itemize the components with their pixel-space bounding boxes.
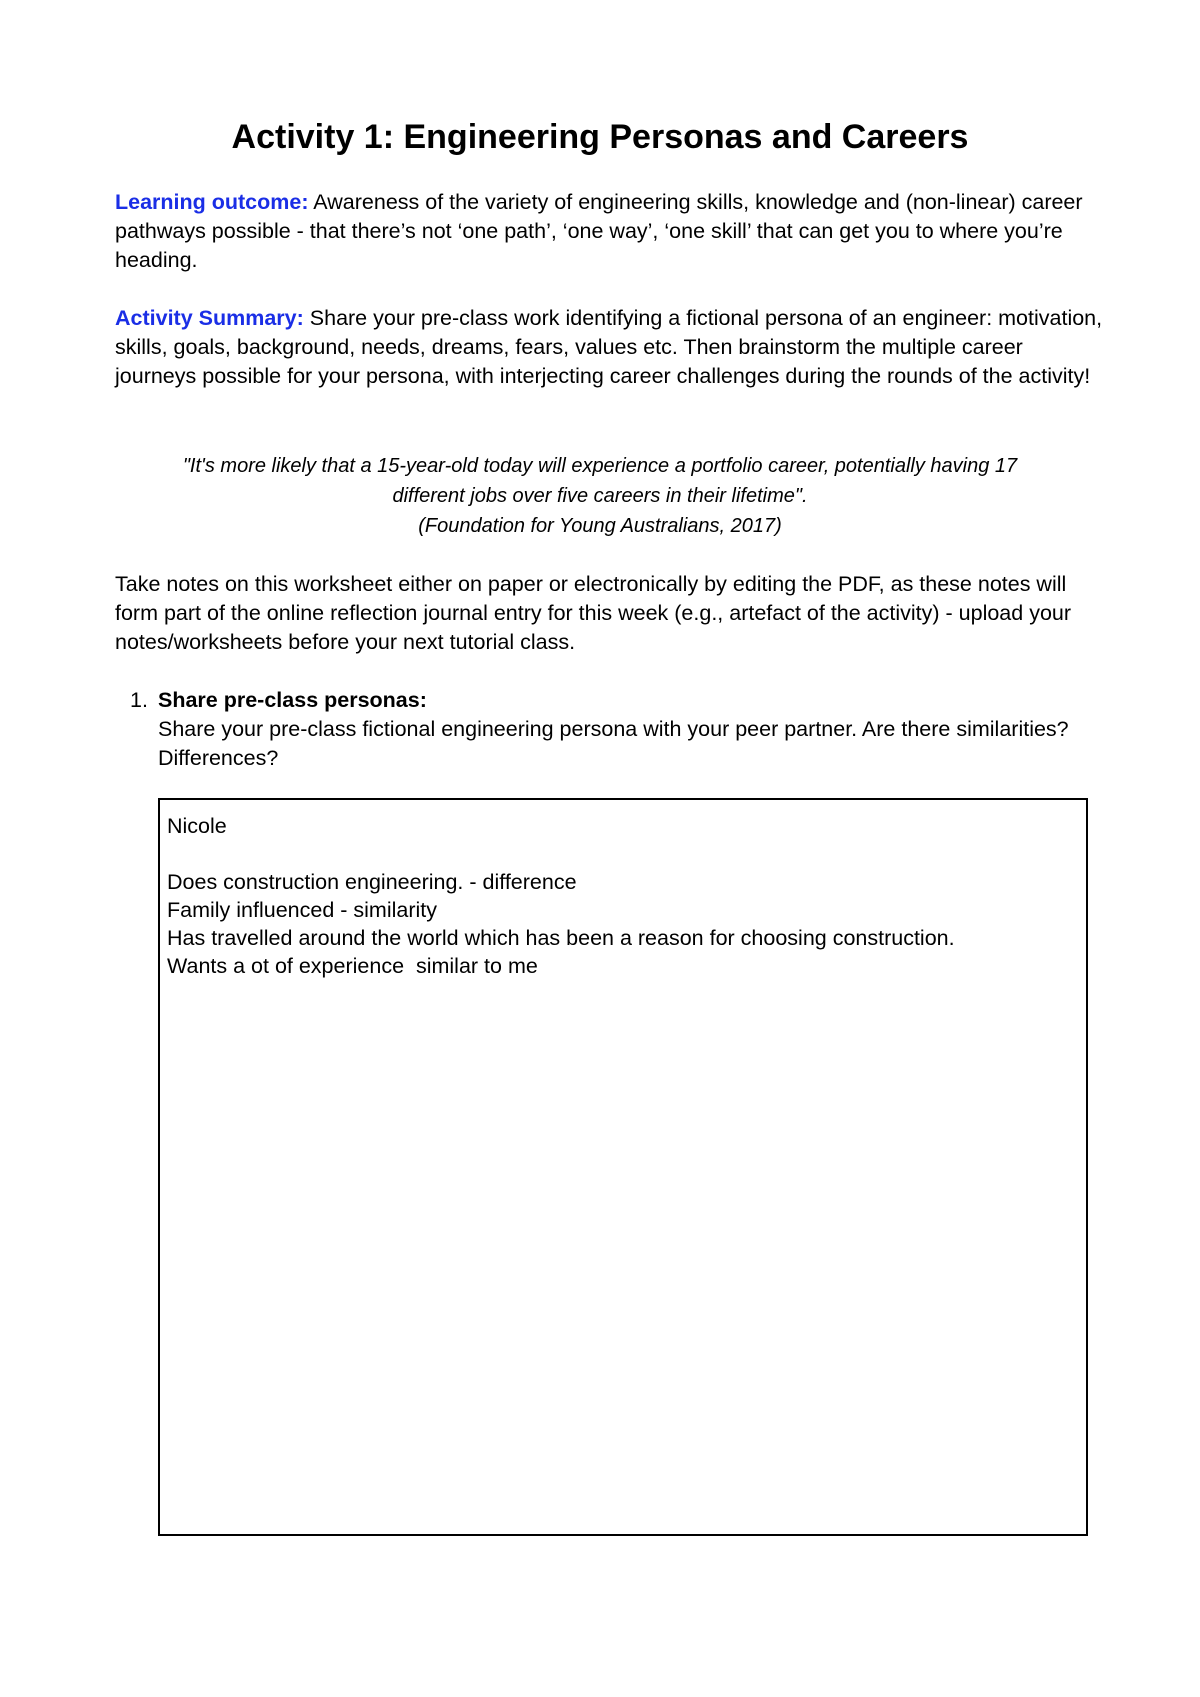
learning-outcome-text: Awareness of the variety of engineering skills, knowledge and (non-linear) career pathways possible - that there’s not ‘one path’, ‘one way’, ‘one skill’ that can get you to where you’re heading. xyxy=(115,190,1083,272)
answer-line: Does construction engineering. - difference xyxy=(167,870,577,894)
answer-line: Has travelled around the world which has been a reason for choosing construction. xyxy=(167,926,955,950)
quote-line-1: "It's more likely that a 15-year-old today will experience a portfolio career, potentially having 17 xyxy=(182,455,1018,477)
page-title: Activity 1: Engineering Personas and Careers xyxy=(231,118,969,156)
activity-summary xyxy=(115,304,1105,391)
learning-outcome xyxy=(115,188,1105,275)
notes-instruction: Take notes on this worksheet either on paper or electronically by editing the PDF, as these notes will form part of the online reflection journal entry for this week (e.g., artefact of the activity) - upload your notes/worksheets before your next tutorial class. xyxy=(115,572,1072,654)
answer-line: Wants a ot of experience similar to me xyxy=(167,954,538,978)
question-number: 1. xyxy=(130,688,148,712)
quote-line-2: different jobs over five careers in their lifetime". xyxy=(392,485,808,507)
quote-source: (Foundation for Young Australians, 2017) xyxy=(418,515,782,537)
activity-summary-text: Share your pre-class work identifying a fictional persona of an engineer: motivation, skills, goals, background, needs, dreams, fears, values etc. Then brainstorm the multiple career journeys possible for your persona, with interjecting career challenges during the rounds of the activity! xyxy=(115,306,1103,388)
answer-content xyxy=(167,812,1078,980)
question-prompt: Share your pre-class fictional engineering persona with your peer partner. Are there similarities? Differences? xyxy=(158,717,1069,770)
activity-summary-label: Activity Summary: xyxy=(115,306,304,330)
answer-line: Family influenced - similarity xyxy=(167,898,438,922)
answer-text-field[interactable] xyxy=(158,798,1088,1536)
question-heading: Share pre-class personas: xyxy=(158,688,427,712)
learning-outcome-label: Learning outcome: xyxy=(115,190,309,214)
answer-line xyxy=(167,840,1078,868)
quote-block xyxy=(115,451,1085,541)
answer-line: Nicole xyxy=(167,814,227,838)
